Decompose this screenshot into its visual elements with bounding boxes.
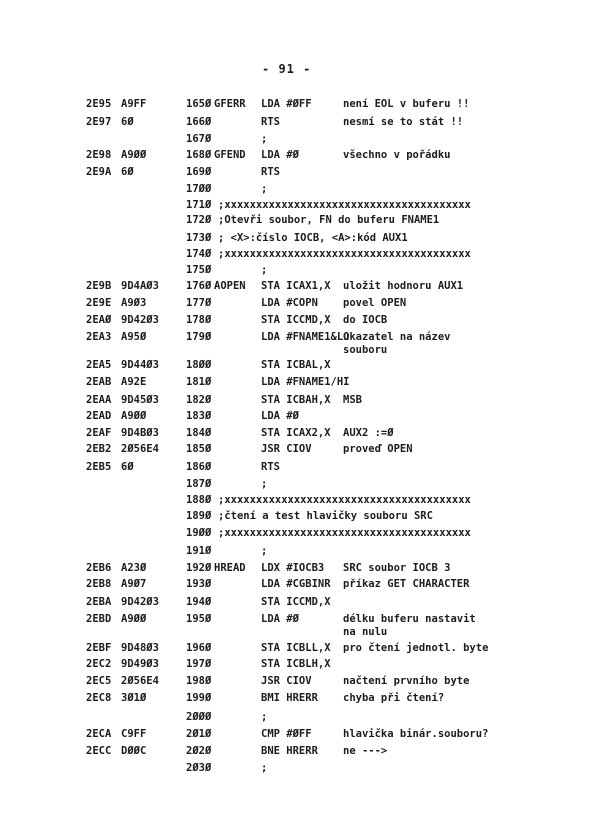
listing-comment: chyba při čtení? <box>343 692 445 704</box>
listing-machine-code: DØØC <box>121 745 147 757</box>
listing-line <box>0 394 600 410</box>
listing-comment: pro čtení jednotl. byte <box>343 642 489 654</box>
listing-label: HREAD <box>214 562 246 574</box>
listing-line <box>0 280 600 296</box>
listing-line <box>0 427 600 443</box>
listing-machine-code: A9FF <box>121 98 147 110</box>
listing-comment-line: ; <X>:číslo IOCB, <A>:kód AUX1 <box>218 232 408 244</box>
listing-line-number: 198Ø <box>186 675 212 687</box>
listing-instruction: STA ICBLH,X <box>261 658 331 670</box>
listing-label: GFEND <box>214 149 246 161</box>
listing-line <box>0 410 600 426</box>
listing-comment: SRC soubor IOCB 3 <box>343 562 451 574</box>
listing-line-number: 195Ø <box>186 613 212 625</box>
listing-line-number: 2Ø3Ø <box>186 762 212 774</box>
listing-line <box>0 461 600 477</box>
listing-comment: proveď OPEN <box>343 443 413 455</box>
listing-line-number: 181Ø <box>186 376 212 388</box>
listing-comment: všechno v pořádku <box>343 149 451 161</box>
listing-line <box>0 545 600 561</box>
listing-line <box>0 596 600 612</box>
listing-line <box>0 314 600 330</box>
listing-comment: není EOL v buferu !! <box>343 98 470 110</box>
listing-machine-code: 2Ø56E4 <box>121 443 159 455</box>
listing-line-number: 188Ø <box>186 494 212 506</box>
listing-line <box>0 199 600 215</box>
listing-line <box>0 98 600 114</box>
listing-line-number: 167Ø <box>186 133 212 145</box>
listing-address: 2EB8 <box>86 578 112 590</box>
listing-line-number: 165Ø <box>186 98 212 110</box>
listing-comment-line: ;čtení a test hlavičky souboru SRC <box>218 510 433 522</box>
listing-machine-code: A9Ø3 <box>121 297 147 309</box>
listing-line <box>0 642 600 658</box>
listing-instruction: ; <box>261 183 268 195</box>
listing-machine-code: C9FF <box>121 728 147 740</box>
listing-machine-code: 3Ø1Ø <box>121 692 147 704</box>
listing-address: 2EBF <box>86 642 112 654</box>
listing-line-number: 199Ø <box>186 692 212 704</box>
listing-comment: délku buferu nastavit <box>343 613 476 625</box>
listing-line <box>0 745 600 761</box>
listing-label: GFERR <box>214 98 246 110</box>
listing-machine-code: 9D48Ø3 <box>121 642 159 654</box>
listing-address: 2ECC <box>86 745 112 757</box>
listing-line <box>0 527 600 543</box>
listing-comment: uložit hodnoru AUX1 <box>343 280 464 292</box>
listing-comment: hlavička binár.souboru? <box>343 728 489 740</box>
listing-instruction: JSR CIOV <box>261 443 312 455</box>
listing-instruction: LDA #FNAME1/HI <box>261 376 350 388</box>
listing-address: 2E95 <box>86 98 112 110</box>
listing-comment-line: ;xxxxxxxxxxxxxxxxxxxxxxxxxxxxxxxxxxxxxxx <box>218 199 471 211</box>
listing-instruction: LDX #IOCB3 <box>261 562 325 574</box>
listing-address: 2E9E <box>86 297 112 309</box>
listing-line-number: 184Ø <box>186 427 212 439</box>
page-number: - 91 - <box>262 62 312 76</box>
listing-comment: souboru <box>343 344 388 356</box>
listing-instruction: STA ICBAL,X <box>261 359 331 371</box>
listing-address: 2EA5 <box>86 359 112 371</box>
listing-instruction: LDA #Ø <box>261 410 299 422</box>
listing-machine-code: A9Ø7 <box>121 578 147 590</box>
listing-instruction: RTS <box>261 461 280 473</box>
listing-instruction: ; <box>261 478 268 490</box>
listing-instruction: LDA #COPN <box>261 297 318 309</box>
listing-line <box>0 166 600 182</box>
listing-comment: AUX2 :=Ø <box>343 427 394 439</box>
listing-instruction: STA ICAX2,X <box>261 427 331 439</box>
listing-line-number: 194Ø <box>186 596 212 608</box>
listing-comment-line: ;xxxxxxxxxxxxxxxxxxxxxxxxxxxxxxxxxxxxxxx <box>218 494 471 506</box>
listing-instruction: LDA #FNAME1&LO <box>261 331 350 343</box>
listing-line-number: 168Ø <box>186 149 212 161</box>
listing-machine-code: A95Ø <box>121 331 147 343</box>
listing-instruction: ; <box>261 711 268 723</box>
listing-line <box>0 510 600 526</box>
listing-line-number: 2Ø2Ø <box>186 745 212 757</box>
listing-machine-code: 9D4AØ3 <box>121 280 159 292</box>
listing-line-number: 18ØØ <box>186 359 212 371</box>
listing-machine-code: 6Ø <box>121 116 134 128</box>
listing-machine-code: A9ØØ <box>121 149 147 161</box>
listing-address: 2E98 <box>86 149 112 161</box>
listing-line <box>0 562 600 578</box>
listing-line <box>0 711 600 727</box>
listing-line <box>0 376 600 392</box>
listing-line-number: 169Ø <box>186 166 212 178</box>
listing-address: 2EAØ <box>86 314 112 326</box>
listing-address: 2E9B <box>86 280 112 292</box>
listing-line <box>0 297 600 313</box>
listing-line-number: 17ØØ <box>186 183 212 195</box>
listing-address: 2EB5 <box>86 461 112 473</box>
listing-line <box>0 675 600 691</box>
listing-address: 2E9A <box>86 166 112 178</box>
listing-instruction: RTS <box>261 116 280 128</box>
listing-line-number: 2Ø1Ø <box>186 728 212 740</box>
listing-instruction: STA ICAX1,X <box>261 280 331 292</box>
listing-instruction: LDA #Ø <box>261 149 299 161</box>
listing-line <box>0 626 600 642</box>
listing-instruction: JSR CIOV <box>261 675 312 687</box>
listing-line <box>0 692 600 708</box>
listing-machine-code: 9D44Ø3 <box>121 359 159 371</box>
listing-line-number: 192Ø <box>186 562 212 574</box>
listing-address: 2EAB <box>86 376 112 388</box>
listing-instruction: BMI HRERR <box>261 692 318 704</box>
listing-address: 2EC2 <box>86 658 112 670</box>
listing-instruction: CMP #ØFF <box>261 728 312 740</box>
listing-line-number: 173Ø <box>186 232 212 244</box>
listing-line-number: 172Ø <box>186 214 212 226</box>
listing-line-number: 185Ø <box>186 443 212 455</box>
listing-machine-code: A9ØØ <box>121 613 147 625</box>
listing-instruction: ; <box>261 762 268 774</box>
listing-machine-code: 2Ø56E4 <box>121 675 159 687</box>
listing-line-number: 178Ø <box>186 314 212 326</box>
listing-instruction: ; <box>261 264 268 276</box>
listing-line-number: 193Ø <box>186 578 212 590</box>
listing-address: 2E97 <box>86 116 112 128</box>
listing-machine-code: A9ØØ <box>121 410 147 422</box>
listing-line-number: 186Ø <box>186 461 212 473</box>
listing-instruction: LDA #CGBINR <box>261 578 331 590</box>
listing-machine-code: 9D42Ø3 <box>121 596 159 608</box>
listing-line <box>0 264 600 280</box>
listing-line-number: 196Ø <box>186 642 212 654</box>
listing-line <box>0 133 600 149</box>
listing-line <box>0 214 600 230</box>
listing-machine-code: 9D45Ø3 <box>121 394 159 406</box>
listing-line-number: 183Ø <box>186 410 212 422</box>
listing-comment: ne ---> <box>343 745 388 757</box>
listing-line <box>0 248 600 264</box>
listing-instruction: BNE HRERR <box>261 745 318 757</box>
listing-line <box>0 183 600 199</box>
listing-comment-line: ;Otevři soubor, FN do buferu FNAME1 <box>218 214 440 226</box>
listing-line <box>0 728 600 744</box>
listing-line <box>0 494 600 510</box>
listing-line-number: 174Ø <box>186 248 212 260</box>
listing-line-number: 19ØØ <box>186 527 212 539</box>
listing-line-number: 189Ø <box>186 510 212 522</box>
listing-address: 2EA3 <box>86 331 112 343</box>
listing-comment: načtení prvního byte <box>343 675 470 687</box>
listing-instruction: RTS <box>261 166 280 178</box>
listing-line-number: 187Ø <box>186 478 212 490</box>
listing-line <box>0 344 600 360</box>
listing-address: 2EBA <box>86 596 112 608</box>
listing-line-number: 2ØØØ <box>186 711 212 723</box>
listing-address: 2EB2 <box>86 443 112 455</box>
listing-line-number: 171Ø <box>186 199 212 211</box>
listing-comment-line: ;xxxxxxxxxxxxxxxxxxxxxxxxxxxxxxxxxxxxxxx <box>218 527 471 539</box>
listing-line <box>0 116 600 132</box>
listing-address: 2ECA <box>86 728 112 740</box>
listing-line <box>0 149 600 165</box>
listing-address: 2EAA <box>86 394 112 406</box>
listing-instruction: LDA #ØFF <box>261 98 312 110</box>
listing-line-number: 197Ø <box>186 658 212 670</box>
listing-line-number: 166Ø <box>186 116 212 128</box>
listing-address: 2EAF <box>86 427 112 439</box>
listing-line <box>0 443 600 459</box>
listing-label: AOPEN <box>214 280 246 292</box>
listing-comment-line: ;xxxxxxxxxxxxxxxxxxxxxxxxxxxxxxxxxxxxxxx <box>218 248 471 260</box>
listing-comment: do IOCB <box>343 314 388 326</box>
listing-instruction: STA ICBLL,X <box>261 642 331 654</box>
listing-comment: na nulu <box>343 626 388 638</box>
listing-machine-code: 9D49Ø3 <box>121 658 159 670</box>
listing-instruction: LDA #Ø <box>261 613 299 625</box>
listing-line <box>0 658 600 674</box>
listing-instruction: STA ICCMD,X <box>261 314 331 326</box>
listing-instruction: ; <box>261 545 268 557</box>
listing-machine-code: 9D4BØ3 <box>121 427 159 439</box>
listing-machine-code: 9D42Ø3 <box>121 314 159 326</box>
listing-line <box>0 478 600 494</box>
listing-address: 2EBD <box>86 613 112 625</box>
listing-comment: příkaz GET CHARACTER <box>343 578 470 590</box>
listing-line-number: 179Ø <box>186 331 212 343</box>
listing-address: 2EC5 <box>86 675 112 687</box>
listing-line <box>0 762 600 778</box>
listing-address: 2EC8 <box>86 692 112 704</box>
listing-line-number: 175Ø <box>186 264 212 276</box>
listing-line <box>0 232 600 248</box>
listing-comment: nesmí se to stát !! <box>343 116 464 128</box>
listing-line <box>0 359 600 375</box>
listing-comment: ukazatel na název <box>343 331 451 343</box>
listing-machine-code: A23Ø <box>121 562 147 574</box>
listing-line <box>0 578 600 594</box>
listing-instruction: ; <box>261 133 268 145</box>
listing-line-number: 182Ø <box>186 394 212 406</box>
listing-instruction: STA ICCMD,X <box>261 596 331 608</box>
listing-machine-code: A92E <box>121 376 147 388</box>
listing-comment: povel OPEN <box>343 297 407 309</box>
listing-instruction: STA ICBAH,X <box>261 394 331 406</box>
listing-line-number: 176Ø <box>186 280 212 292</box>
listing-line-number: 177Ø <box>186 297 212 309</box>
listing-address: 2EAD <box>86 410 112 422</box>
listing-machine-code: 6Ø <box>121 461 134 473</box>
listing-line-number: 191Ø <box>186 545 212 557</box>
listing-machine-code: 6Ø <box>121 166 134 178</box>
listing-comment: MSB <box>343 394 362 406</box>
listing-address: 2EB6 <box>86 562 112 574</box>
